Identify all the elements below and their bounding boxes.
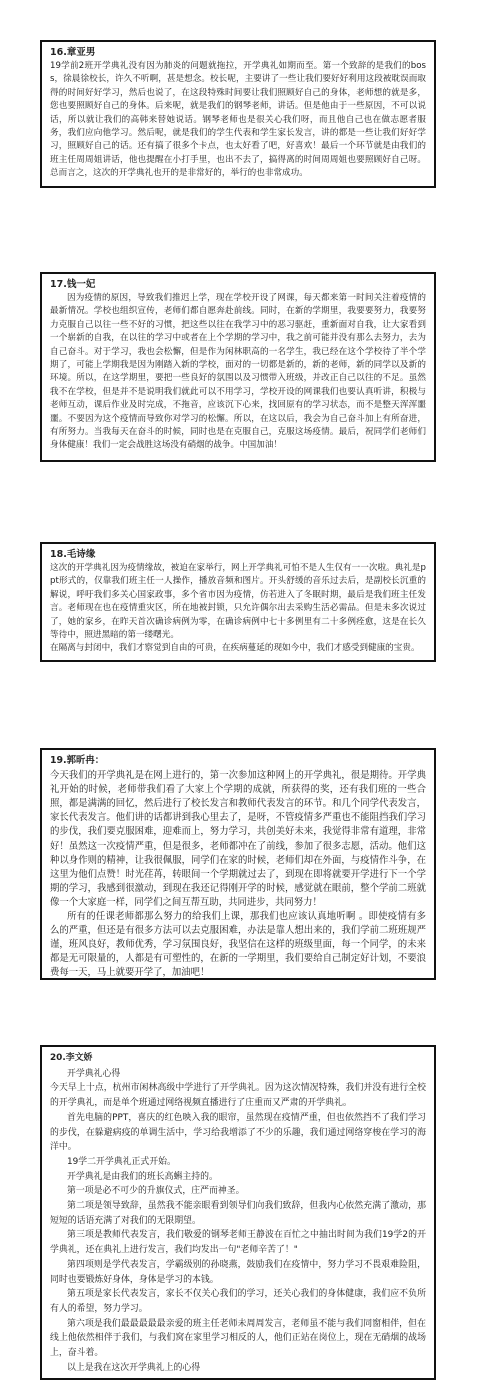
- entry-title: 20.李文娇: [50, 1053, 93, 1063]
- entry-paragraph: 19学二开学典礼正式开始。: [67, 1156, 176, 1167]
- entry-paragraph: 19学前2班开学典礼没有因为肺炎的问题就拖拉，开学典礼如期而至。第一个致辞的是我们的boss，徐晨徐校长，许久不听啊，甚是想念。校长呢，主要讲了一些让我们要好好利用这段被耽误而取得的时间好好学习，然后也说了，在这段特殊时间要让我们照顾好自己的身体，老师想的就是多，您也要照顾好自己的身体。后来呢，就是我们的钢琴老师，讲话。但是他由于一些原因，不可以说话，所以就让我们的高韩来替她说话。钢琴老师也是很关心我们呀，而且他自己也在做志愿者服务，我们应向他学习。然后呢，就是我们的学生代表和学生家长发言，讲的都是一些让我们好好学习，照顾好自己的话。还有搞了很多个卡点，也太好看了吧，好喜欢！最后一个环节就是由我们的班主任周周姐讲话，他也提醒在小打手里，也出不去了，搞得离的时间周周姐也要照顾好自己呀。总而言之，这次的开学典礼也开的是非常好的，举行的也非常成功。: [50, 61, 426, 179]
- entry-paragraph: 第六项是我们最最最最最亲爱的班主任老师未周周发言，老师虽不能与我们同窗相伴，但在线上他依然相伴于我们，与我们窝在家里学习相反的人，他们正站在岗位上，现在无硝烟的战场上，奋斗着。: [50, 1318, 426, 1359]
- entry-paragraph: 第三项是教师代表发言，我们敬爱的钢琴老师王静波在百忙之中抽出时间为我们19学2的开学典礼，还在典礼上进行发言，我们均发出一句"老师辛苦了！": [50, 1230, 426, 1256]
- entry-paragraph: 因为疫情的原因，导致我们推迟上学，现在学校开设了网课，每天都来第一时间关注着疫情的最新情况。学校也组织宣传，老师们都自愿奔赴前线。同时，在新的学期里，我要要努力，我要努力克服自己以往一些不好的习惯，把这些以往在我学习中的恶习驱赶，重新面对自我，让大家看到一个崭新的自我，在以往的学习中或者在上个学期的学习中，我之前可能并没有那么去努力，去为自己奋斗。对于学习，我也会松懈，但是作为闲林职高的一名学生，我已经在这个学校待了半个学期了，可能上学期我是因为刚踏入新的学校，面对的一切都是新的，新的老师，新的同学以及新的环境。所以，在这学期里，要把一些良好的氛围以及习惯带入班级，并改正自己以往的不足。虽然我不在学校，但是并不是说明我们就此可以不用学习，学校开设的网课我们也要认真听讲，积极与老师互动，课后作业及时完成，不拖音，应该沉下心来，找回原有的学习状态，而不是整天浑浑噩噩。不要因为这个疫情而导致你对学习的松懈。所以，在这以后，我会为自己奋斗加上有所奋进，有所努力。当我每天在奋斗的时候，同时也是在克服自己，克服这场疫情。最后，祝同学们老师们身体健康！我们一定会战胜这场没有硝烟的战争。中国加油！: [50, 293, 426, 451]
- entry-paragraph: 开学典礼是由我们的班长高蝌主持的。: [67, 1171, 218, 1182]
- entry-card-19: [40, 748, 436, 980]
- entry-title: 19.郭昕冉：: [50, 755, 105, 766]
- entry-paragraph: 今天早上十点，杭州市闲林高级中学进行了开学典礼。因为这次情况特殊，我们并没有进行全校的开学典礼，而是单个班通过网络视频直播进行了庄重而又严肃的开学典礼。: [50, 1083, 426, 1109]
- entry-card-20: [40, 1045, 436, 1380]
- entry-card-17: [40, 272, 436, 462]
- entry-paragraph: 所有的任课老师都那么努力的给我们上课，那我们也应该认真地听啊 。即使疫情有多么的严重，但还是有很多方法可以去克服困难，办法是靠人想出来的，我们学前二班班规严谨，班风良好，教师优秀，学习氛围良好，我坚信在这样的班级里面，每一个同学，的未来都是无可限量的，人都是有可塑性的，在新的一学期里，我们要给自己制定好计划，不要浪费每一天，马上就要开学了，加油吧！: [50, 911, 426, 979]
- entry-paragraph: 以上是我在这次开学典礼上的心得: [67, 1362, 201, 1373]
- entry-paragraph: 这次的开学典礼因为疫情缘故，被迫在家举行，网上开学典礼可怕不是人生仅有一一次啦。典礼是ppt形式的，仅靠我们班主任一人操作，播放音频和图片。开头舒缓的音乐过去后，是副校长沉重的解说，呼吁我们多关心国家政事，多个省市因为疫情，仿若进入了冬眠时期，最后是我们班主任发言。老师现在也在疫情重灾区，所在地被封锁，只允许偶尔出去采购生活必需品。但是未多次说过了，她的家乡，在昨天首次确诊病例为零，在确诊病例中七十多例里有二十多例痊愈，这是在长久等待中，照进黑暗的第一缕曙光。: [50, 563, 426, 641]
- entry-paragraph: 第四项则是学代表发言，学霸级别的孙晓燕，鼓励我们在疫情中，努力学习不畏艰难险阻，同时也要锻炼好身体，身体是学习的本钱。: [50, 1259, 426, 1285]
- entry-paragraph: 在隔离与封闭中，我们才察觉到自由的可贵，在疾病蔓延的现如今中，我们才感受到健康的宝贵。: [50, 643, 420, 654]
- entry-card-18: [40, 542, 436, 662]
- entry-title: 18.毛诗缘: [50, 549, 96, 560]
- entry-paragraph: 今天我们的开学典礼是在网上进行的，第一次参加这种网上的开学典礼，很是期待。开学典礼开始的时候，老师带我们看了大家上个学期的成就，所获得的奖，还有我们班的一些合照，都是满满的回忆，然后进行了校长发言和教师代表发言的环节。和几个同学代表发言，家长代表发言。他们讲的话都讲到我心里去了，是呀，不管疫情多严重也不能阻挡我们学习的步伐，我们要克服困难，迎难而上，努力学习，共创美好未来，我觉得非常有道理，非常好！虽然这一次疫情严重，但是很多，老师都冲在了前线，参加了很多志愿，活动。他们这种以身作则的精神，让我很佩服，同学们在家的时候，老师们却在外面，与疫情作斗争，在这里为他们点赞！时光荏苒，转眼间一个学期就过去了，到现在即将就要开学进行下一个学期的学习，我感到很激动，到现在我还记得刚开学的时候，感觉就在眼前，整个学前二班就像一个大家庭一样，同学们之间互帮互助，共同进步，共同努力！: [50, 770, 426, 908]
- entry-title: 17.钱一妃: [50, 279, 96, 290]
- entry-subtitle: 开学典礼心得: [67, 1068, 121, 1079]
- entry-paragraph: 首先电脑的PPT，喜庆的红色映入我的眼帘，虽然现在疫情严重，但也依然挡不了我们学习的步伐，在躲避病疫的单调生活中，学习给我增添了不少的乐趣，我们通过网络穿梭在学习的海洋中。: [50, 1112, 426, 1153]
- entry-card-16: [40, 40, 436, 188]
- entry-paragraph: 第一项是必不可少的升旗仪式，庄严而神圣。: [67, 1186, 245, 1197]
- entry-title: 16.章亚男: [50, 47, 96, 58]
- entry-paragraph: 第二项是领导致辞，虽然我不能亲眼看到领导们向我们致辞，但我内心依然充满了激动，那短短的话语充满了对我们的无限期望。: [50, 1201, 426, 1226]
- entry-paragraph: 第五项是家长代表发言，家长不仅关心我们的学习，还关心我们的身体健康，我们应不负所有人的希望，努力学习。: [50, 1289, 426, 1314]
